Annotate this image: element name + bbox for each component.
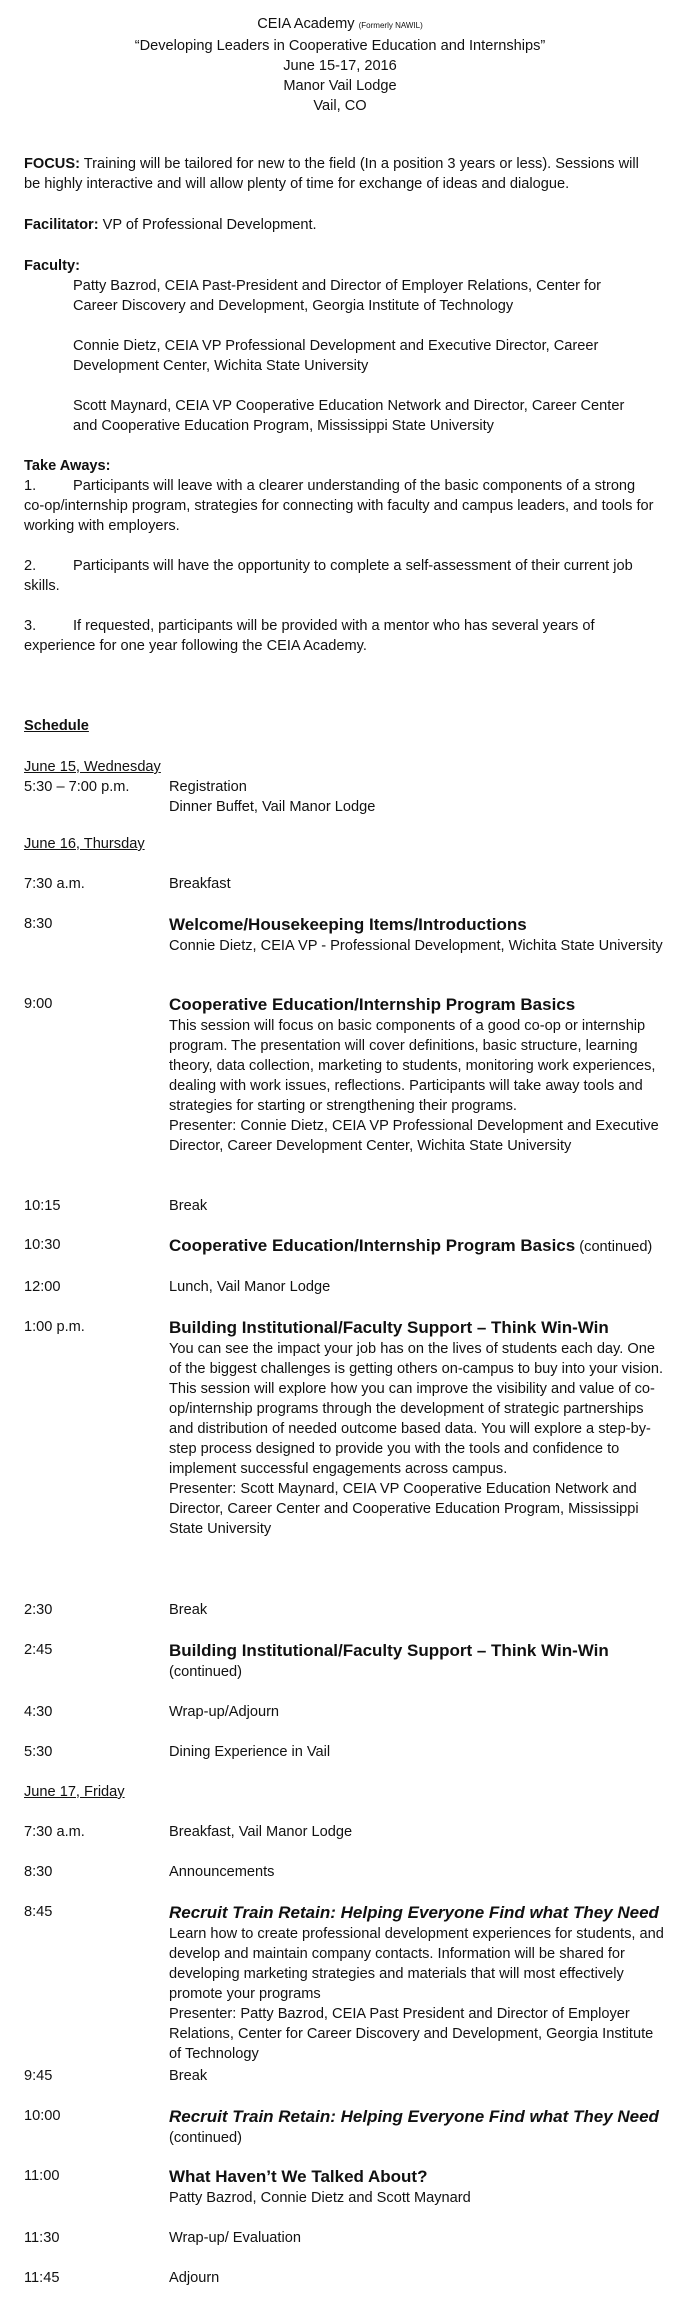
takeaway-number: 1. — [24, 478, 37, 494]
takeaway-item — [24, 476, 654, 534]
entry-time: 9:45 — [24, 2068, 53, 2084]
entry-time: 7:30 a.m. — [24, 1824, 85, 1840]
takeaway-item — [24, 616, 654, 654]
takeaway-number: 2. — [24, 558, 37, 574]
session-presenter: Connie Dietz, CEIA VP - Professional Development, Wichita State University — [169, 938, 663, 954]
session-title: Building Institutional/Faculty Support – Think Win-Win — [169, 1318, 609, 1337]
faculty-label: Faculty: — [24, 258, 80, 274]
entry-text: Break — [169, 1602, 208, 1618]
entry-text: Break — [169, 1198, 208, 1214]
focus-section — [24, 154, 654, 194]
entry-time: 7:30 a.m. — [24, 876, 85, 892]
entry-time: 11:00 — [24, 2168, 60, 2184]
session-title: Cooperative Education/Internship Program Basics — [169, 1236, 576, 1255]
header-dates: June 15-17, 2016 — [283, 58, 397, 74]
entry-text: Break — [169, 2068, 208, 2084]
takeaway-text: Participants will have the opportunity to complete a self-assessment of their current job skills. — [24, 558, 633, 594]
entry-text: Dining Experience in Vail — [169, 1744, 331, 1760]
header-venue: Manor Vail Lodge — [283, 78, 397, 94]
session-presenter: Patty Bazrod, Connie Dietz and Scott Maynard — [169, 2190, 471, 2206]
entry-text: Announcements — [169, 1864, 275, 1880]
entry-time: 10:30 — [24, 1237, 61, 1253]
session-continued: (continued) — [169, 2130, 243, 2146]
session-title: Cooperative Education/Internship Program Basics — [169, 995, 576, 1014]
entry-time: 8:30 — [24, 1864, 53, 1880]
focus-text: Training will be tailored for new to the field (In a position 3 years or less). Sessions will be highly interactive and will allow plenty of time for exchange of ideas and dialogue. — [24, 156, 639, 192]
entry-time: 11:45 — [24, 2270, 60, 2286]
entry-time: 11:30 — [24, 2230, 60, 2246]
day-label: June 16, Thursday — [24, 836, 145, 852]
entry-time: 2:30 — [24, 1602, 53, 1618]
takeaway-text: Participants will leave with a clearer understanding of the basic components of a strong co-op/internship program, strategies for connecting with faculty and campus leaders, and tools for working with employers. — [24, 478, 654, 534]
session-description: Learn how to create professional development experiences for students, and develop and maintain company contacts. Information will be shared for developing marketing strategies and materials that will most effectively promote your programs — [169, 1926, 664, 2002]
session-title: Recruit Train Retain: Helping Everyone Find what They Need — [169, 1903, 659, 1922]
entry-time: 10:00 — [24, 2108, 61, 2124]
entry-text: Adjourn — [169, 2270, 220, 2286]
entry-time: 2:45 — [24, 1642, 53, 1658]
entry-time: 10:15 — [24, 1198, 61, 1214]
session-presenter: Presenter: Scott Maynard, CEIA VP Cooperative Education Network and Director, Career Center and Cooperative Education Program, Mississippi State University — [169, 1481, 639, 1537]
session-description: This session will focus on basic components of a good co-op or internship program. The presentation will cover definitions, basic structure, learning theory, data collection, marketing to students, monitoring work experiences, dealing with work issues, reflections. Participants will take away tools and strategies for starting or strengthening their programs. — [169, 1018, 656, 1114]
document-header — [0, 14, 680, 116]
day-label: June 15, Wednesday — [24, 759, 161, 775]
facilitator-text: VP of Professional Development. — [102, 217, 317, 233]
entry-time: 1:00 p.m. — [24, 1319, 85, 1335]
session-presenter: Presenter: Connie Dietz, CEIA VP Professional Development and Executive Director, Career Development Center, Wichita State University — [169, 1118, 659, 1154]
focus-label: FOCUS: — [24, 156, 80, 172]
entry-time: 5:30 – 7:00 p.m. — [24, 779, 130, 795]
session-description: You can see the impact your job has on the lives of students each day. One of the biggest challenges is getting others on-campus to buy into your vision. This session will explore how you can improve the visibility and value of co-op/internship programs through the development of strategic partnerships and distribution of needed outcome based data. You will explore a step-by-step process designed to provide you with the tools and confidence to implement successful engagements across campus. — [169, 1341, 664, 1477]
session-presenter: Presenter: Patty Bazrod, CEIA Past President and Director of Employer Relations, Center for Career Discovery and Development, Georgia Institute of Technology — [169, 2006, 654, 2062]
header-title-line — [0, 14, 680, 36]
takeaway-item — [24, 556, 654, 594]
entry-text: Breakfast — [169, 876, 231, 892]
session-title: What Haven’t We Talked About? — [169, 2167, 428, 2186]
session-continued: (continued) — [169, 1664, 243, 1680]
entry-text: Lunch, Vail Manor Lodge — [169, 1279, 331, 1295]
entry-text: Wrap-up/ Evaluation — [169, 2230, 301, 2246]
entry-time: 9:00 — [24, 996, 53, 1012]
entry-text: Registration — [169, 779, 247, 795]
entry-text: Dinner Buffet, Vail Manor Lodge — [169, 799, 376, 815]
takeaways-label: Take Aways: — [24, 458, 111, 474]
header-title: CEIA Academy — [257, 16, 355, 32]
facilitator-label: Facilitator: — [24, 217, 99, 233]
takeaway-number: 3. — [24, 618, 37, 634]
entry-text: Wrap-up/Adjourn — [169, 1704, 280, 1720]
session-continued: (continued) — [579, 1239, 653, 1255]
entry-time: 5:30 — [24, 1744, 53, 1760]
facilitator-section — [24, 215, 654, 235]
entry-time: 4:30 — [24, 1704, 53, 1720]
day-label: June 17, Friday — [24, 1784, 125, 1800]
entry-text: Breakfast, Vail Manor Lodge — [169, 1824, 353, 1840]
session-title: Building Institutional/Faculty Support – Think Win-Win — [169, 1641, 609, 1660]
header-subtitle: “Developing Leaders in Cooperative Education and Internships” — [134, 38, 546, 54]
session-title: Welcome/Housekeeping Items/Introductions — [169, 915, 527, 934]
header-former-name: (Formerly NAWIL) — [358, 21, 423, 30]
takeaway-text: If requested, participants will be provided with a mentor who has several years of experience for one year following the CEIA Academy. — [24, 618, 595, 654]
entry-time: 8:30 — [24, 916, 53, 932]
header-location: Vail, CO — [313, 98, 367, 114]
faculty-member: Patty Bazrod, CEIA Past-President and Director of Employer Relations, Center for Career Discovery and Development, Georgia Institute of Technology — [73, 278, 602, 314]
faculty-member: Connie Dietz, CEIA VP Professional Development and Executive Director, Career Development Center, Wichita State University — [73, 338, 599, 374]
session-title: Recruit Train Retain: Helping Everyone Find what They Need — [169, 2107, 659, 2126]
schedule-heading: Schedule — [24, 718, 89, 734]
faculty-member: Scott Maynard, CEIA VP Cooperative Education Network and Director, Career Center and Cooperative Education Program, Mississippi State University — [73, 398, 625, 434]
entry-time: 12:00 — [24, 1279, 61, 1295]
entry-time: 8:45 — [24, 1904, 53, 1920]
